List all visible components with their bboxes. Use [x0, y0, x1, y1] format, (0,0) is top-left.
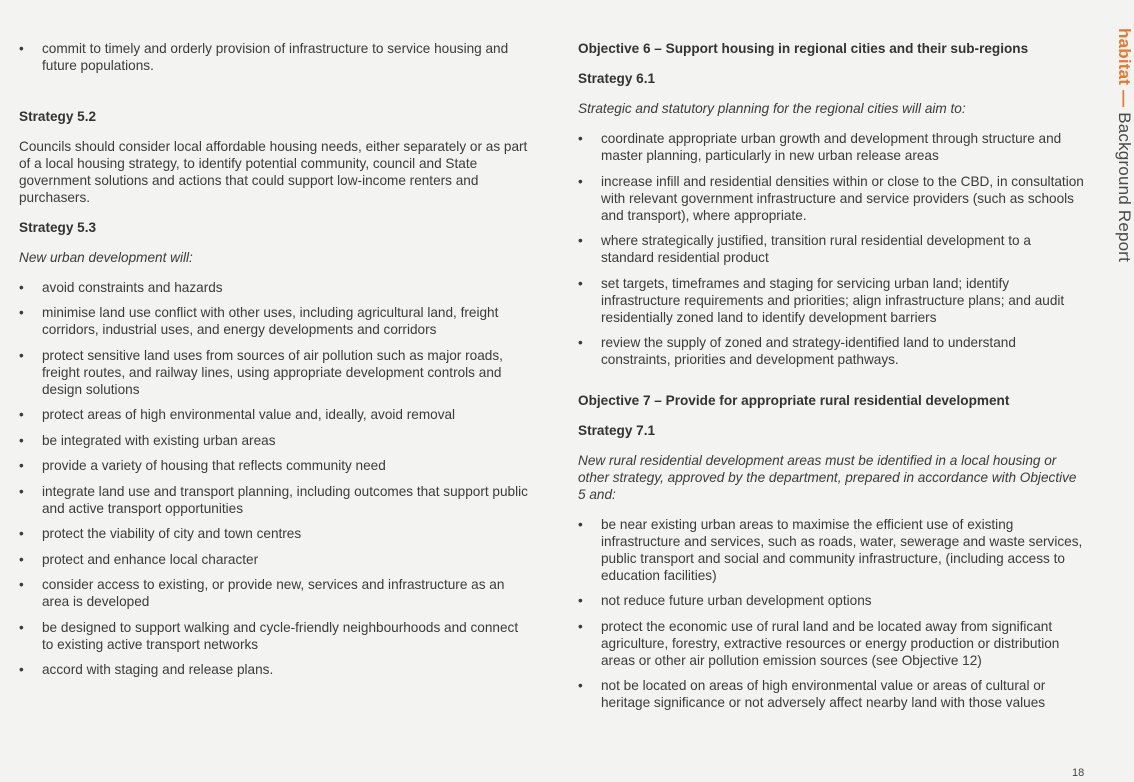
strategy-6-1-list: [578, 130, 1086, 368]
sidebar-title: [1114, 28, 1134, 262]
objective-7-heading: Objective 7 – Provide for appropriate rural residential development: [578, 392, 1010, 408]
bullet-icon: •: [578, 335, 583, 350]
list-item: • integrate land use and transport planning, including outcomes that support public and active transport opportunities: [19, 483, 528, 516]
bullet-icon: •: [578, 678, 583, 693]
bullet-icon: •: [19, 577, 24, 592]
list-item: • set targets, timeframes and staging for servicing urban land; identify infrastructure requirements and priorities; align infrastructure plans; and audit residentially zoned land to identify development barriers: [578, 275, 1065, 325]
list-item: • review the supply of zoned and strategy-identified land to understand constraints, priorities and development pathways.: [578, 335, 1016, 367]
list-item: • minimise land use conflict with other uses, including agricultural land, freight corridors, industrial uses, and energy developments and corridors: [19, 305, 499, 337]
bullet-icon: •: [19, 458, 24, 473]
strategy-6-1-intro: Strategic and statutory planning for the regional cities will aim to:: [578, 101, 966, 116]
bullet-icon: •: [578, 173, 583, 189]
bullet-icon: •: [19, 432, 24, 448]
list-item: • protect sensitive land uses from sources of air pollution such as major roads, freight routes, and railway lines, using appropriate development controls and design solutions: [19, 347, 503, 397]
bullet-icon: •: [578, 516, 583, 532]
bullet-icon: •: [19, 305, 24, 320]
bullet-icon: •: [578, 593, 583, 608]
list-item: • where strategically justified, transition rural residential development to a standard residential product: [578, 233, 1031, 265]
bullet-icon: •: [19, 279, 24, 295]
strategy-7-1-heading: Strategy 7.1: [578, 422, 656, 438]
strategy-7-1-intro: New rural residential development areas must be identified in a local housing or other strategy, approved by the department, prepared in accordance with Objective 5 and:: [578, 452, 1077, 502]
list-item: • increase infill and residential densities within or close to the CBD, in consultation with relevant government infrastructure and service providers (such as schools and transport), where appropriate.: [578, 173, 1084, 223]
list-item: • not be located on areas of high environmental value or areas of cultural or heritage significance or not adversely affect nearby land with those values: [578, 678, 1046, 710]
bullet-icon: •: [19, 483, 24, 499]
strategy-5-2-heading: Strategy 5.2: [19, 108, 97, 124]
bullet-icon: •: [19, 551, 24, 567]
objective-6-heading: Objective 6 – Support housing in regional cities and their sub-regions: [578, 41, 1029, 56]
list-item: • protect the viability of city and town centres: [19, 526, 302, 541]
report-title: Background Report: [1115, 112, 1134, 263]
bullet-icon: •: [578, 275, 583, 291]
page-number: 18: [1072, 767, 1085, 779]
strategy-6-1-heading: Strategy 6.1: [578, 71, 656, 86]
strategy-7-1-list: [578, 516, 1086, 712]
strategy-5-3-intro: New urban development will:: [19, 249, 193, 265]
list-item: • consider access to existing, or provide new, services and infrastructure as an area is developed: [19, 577, 505, 609]
bullet-icon: •: [578, 233, 583, 248]
list-item: • be designed to support walking and cycle-friendly neighbourhoods and connect to existing active transport networks: [19, 619, 519, 652]
list-item: • avoid constraints and hazards: [19, 279, 223, 295]
title-separator: —: [1115, 90, 1134, 108]
list-item: • be integrated with existing urban areas: [19, 432, 276, 448]
bullet-icon: •: [578, 131, 583, 146]
bullet-icon: •: [19, 41, 24, 56]
left-column: [19, 40, 531, 687]
strategy-5-3-heading: Strategy 5.3: [19, 219, 97, 235]
bullet-icon: •: [19, 662, 24, 677]
bullet-icon: •: [19, 407, 24, 422]
strategy-5-3-list: [19, 279, 531, 679]
strategy-5-2-text: Councils should consider local affordable housing needs, either separately or as part of a local housing strategy, to identify potential community, council and State government solutions and actions that could support low-income renters and purchasers.: [19, 138, 528, 205]
top-bullet-list: [19, 40, 531, 74]
list-item: • protect and enhance local character: [19, 551, 259, 567]
bullet-icon: •: [19, 347, 24, 363]
list-item: • coordinate appropriate urban growth and development through structure and master planning, particularly in new urban release areas: [578, 131, 1062, 163]
bullet-icon: •: [578, 618, 583, 634]
list-item: • protect areas of high environmental value and, ideally, avoid removal: [19, 407, 456, 422]
list-item: • not reduce future urban development options: [578, 593, 872, 608]
bullet-icon: •: [19, 619, 24, 635]
list-item: • commit to timely and orderly provision of infrastructure to service housing and future populations.: [19, 41, 509, 73]
list-item: • provide a variety of housing that reflects community need: [19, 458, 386, 473]
list-item: • accord with staging and release plans.: [19, 662, 274, 677]
brand-logo-text: habitat: [1115, 28, 1134, 86]
list-item: • be near existing urban areas to maximise the efficient use of existing infrastructure and services, such as roads, water, sewerage and waste services, public transport and social and community infrastructure, (including access to education facilities): [578, 516, 1083, 583]
list-item: • protect the economic use of rural land and be located away from significant agriculture, forestry, extractive resources or energy production or distribution areas or other air pollution emission sources (see Objective 12): [578, 618, 1060, 668]
right-column: [578, 40, 1086, 720]
bullet-icon: •: [19, 526, 24, 541]
